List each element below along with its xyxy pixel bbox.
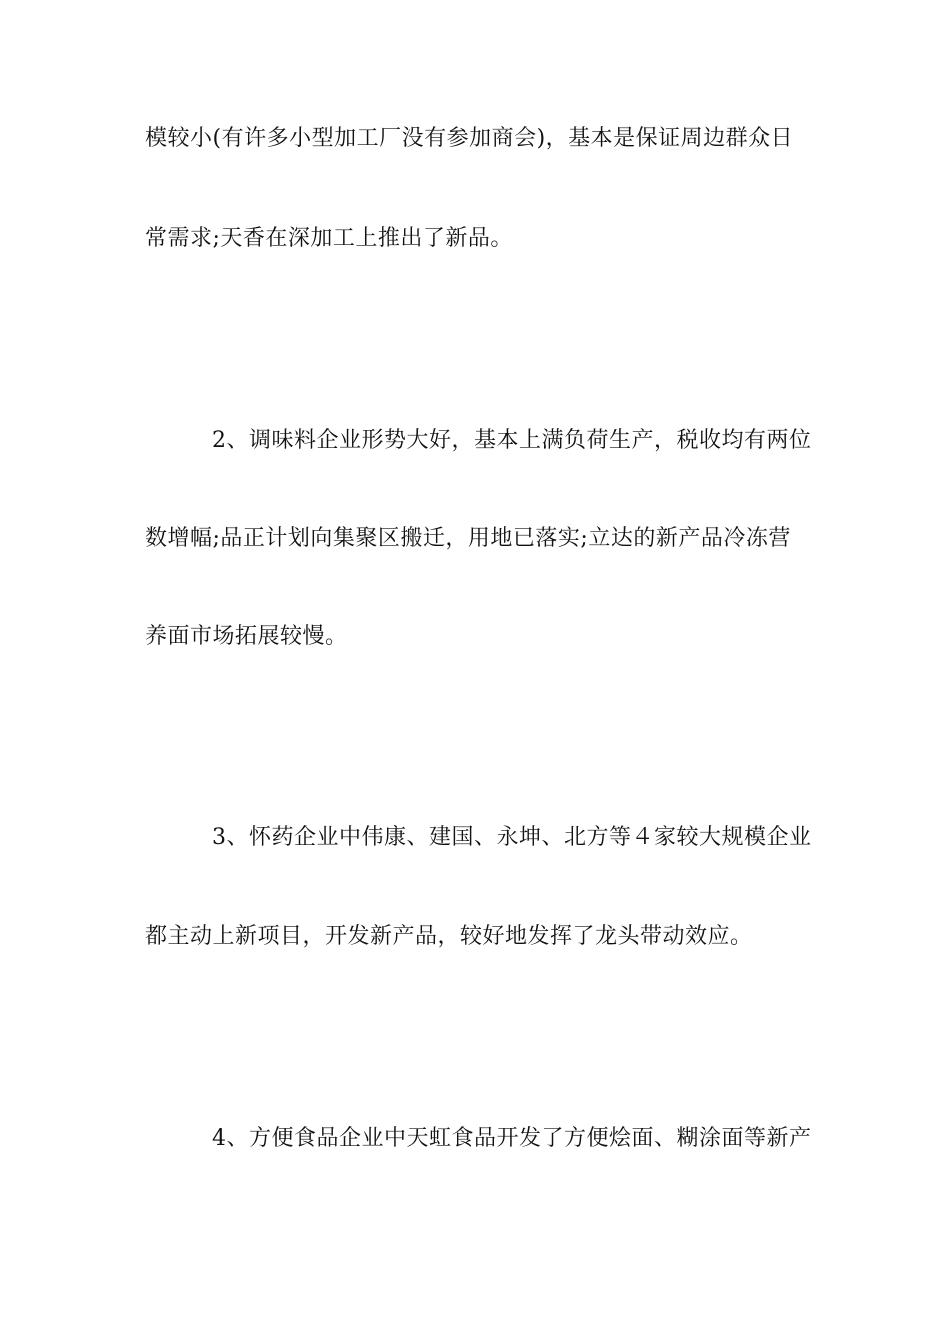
paragraph-2-line-3: 养面市场拓展较慢。 (145, 624, 348, 649)
paragraph-2-line-2: 数增幅;品正计划向集聚区搬迁，用地已落实;立达的新产品冷冻营 (145, 526, 791, 551)
paragraph-2-line-1: 2、调味料企业形势大好，基本上满负荷生产，税收均有两位 (212, 428, 812, 453)
paragraph-3-line-2: 都主动上新项目，开发新产品，较好地发挥了龙头带动效应。 (145, 924, 753, 949)
paragraph-4-line-1: 4、方便食品企业中天虹食品开发了方便烩面、糊涂面等新产 (212, 1126, 812, 1151)
paragraph-3-line-1: 3、怀药企业中伟康、建国、永坤、北方等４家较大规模企业 (212, 825, 812, 850)
paragraph-1-line-2: 常需求;天香在深加工上推出了新品。 (145, 226, 513, 251)
paragraph-1-line-1: 模较小(有许多小型加工厂没有参加商会)，基本是保证周边群众日 (145, 126, 794, 151)
